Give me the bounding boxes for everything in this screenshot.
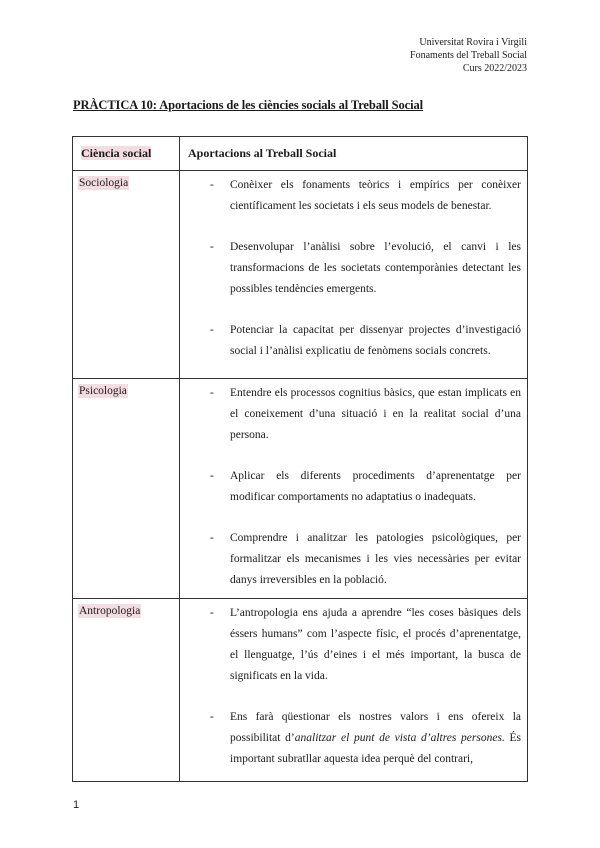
header-course: Fonaments del Treball Social bbox=[410, 50, 527, 61]
contributions-table bbox=[72, 136, 528, 782]
header-university: Universitat Rovira i Virgili bbox=[419, 37, 527, 48]
table-row bbox=[73, 171, 528, 379]
list-item: - Aplicar els diferents procediments d’aprenentatge per modificar comportaments no adaptatius o inadequats. bbox=[210, 470, 521, 503]
science-cell: Sociologia bbox=[73, 171, 180, 379]
list-item: - Comprendre i analitzar les patologies psicològiques, per formalitzar els mecanismes i les vies necessàries per evitar danys irreversibles en la població. bbox=[210, 532, 521, 586]
science-cell: Psicologia bbox=[73, 379, 180, 599]
list-item: - Potenciar la capacitat per dissenyar projectes d’investigació social i l’anàlisi explicatiu de fenòmens socials concrets. bbox=[210, 324, 521, 357]
table-row bbox=[73, 379, 528, 599]
column-header-contributions: Aportacions al Treball Social bbox=[180, 137, 528, 171]
list-item: - Entendre els processos cognitius bàsics, que estan implicats en el coneixement d’una situació i en la realitat social d’una persona. bbox=[210, 387, 521, 441]
page-title: PRÀCTICA 10: Aportacions de les ciències socials al Treball Social bbox=[73, 98, 423, 112]
list-item: - Ens farà qüestionar els nostres valors i ens ofereix la possibilitat d’analitzar el punt de vista d’altres persones. És important subratllar aquesta idea perquè del contrari, bbox=[210, 711, 522, 765]
column-header-science: Ciència social bbox=[73, 137, 180, 171]
science-cell: Antropologia bbox=[73, 599, 180, 782]
page-number: 1 bbox=[73, 799, 80, 811]
header-year: Curs 2022/2023 bbox=[462, 63, 527, 74]
list-item: - L’antropologia ens ajuda a aprendre “les coses bàsiques dels éssers humans” com l’aspecte físic, el procés d’aprenentatge, el llenguatge, l’ús d’eines i el més important, la busca de significats en la vida. bbox=[210, 607, 521, 682]
list-item: - Conèixer els fonaments teòrics i empírics per conèixer científicament les societats i els seus models de benestar. bbox=[210, 179, 521, 212]
points-cell bbox=[180, 599, 528, 782]
document-header bbox=[410, 36, 527, 75]
points-cell bbox=[180, 171, 528, 379]
points-cell bbox=[180, 379, 528, 599]
table-header-row bbox=[73, 137, 528, 171]
list-item: - Desenvolupar l’anàlisi sobre l’evolució, el canvi i les transformacions de les societats contemporànies detectant les possibles tendències emergents. bbox=[210, 241, 521, 295]
table-row bbox=[73, 599, 528, 782]
